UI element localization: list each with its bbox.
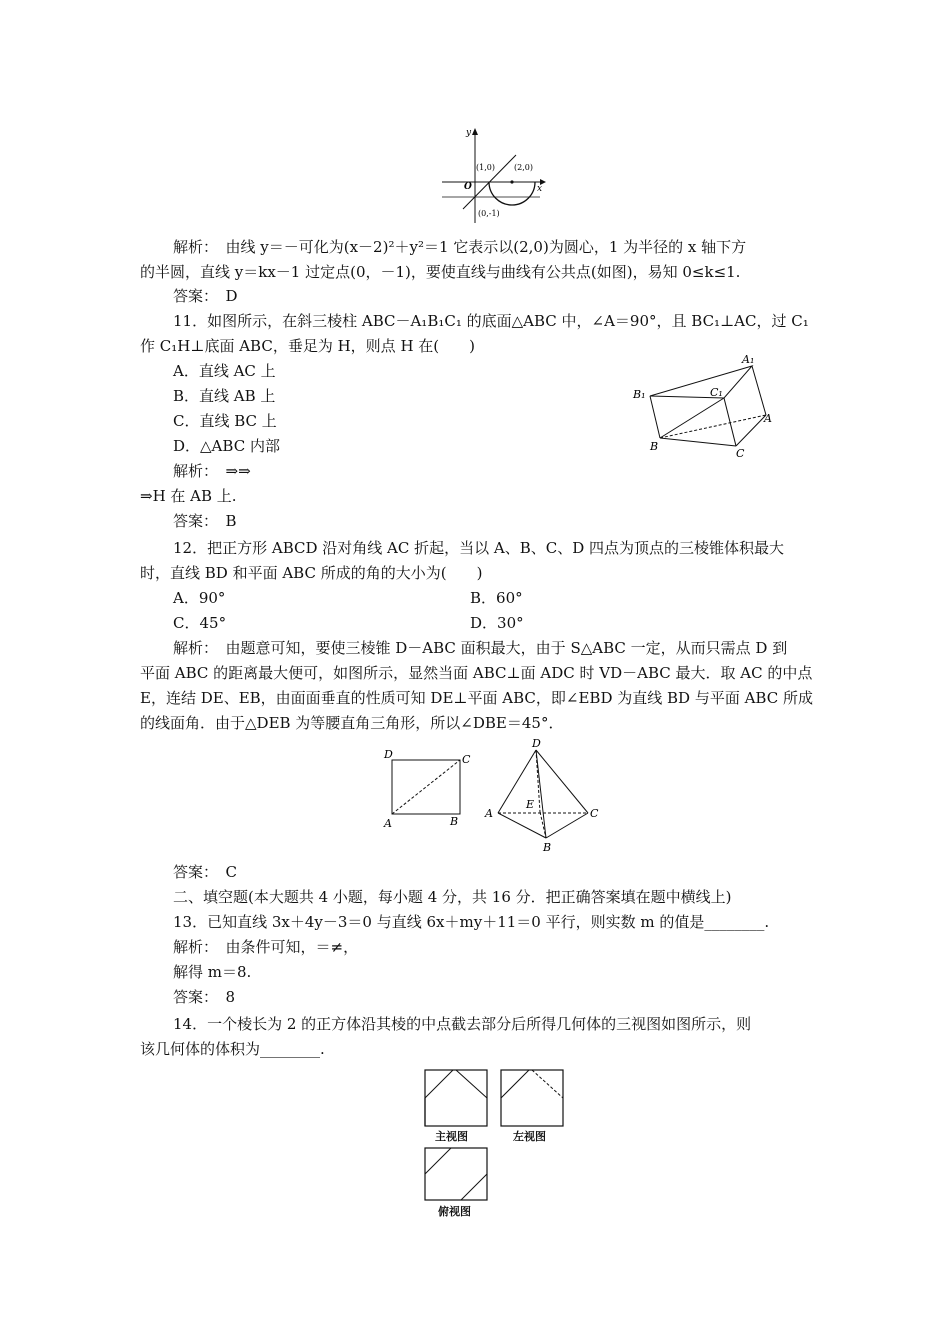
- q13-result: 解得 m＝8.: [173, 963, 252, 981]
- pyramid-label-c: C: [590, 807, 599, 820]
- top-view-caption: 俯视图: [438, 1205, 471, 1218]
- x-axis-label: x: [537, 184, 543, 194]
- prism-label-c1: C₁: [710, 386, 723, 399]
- q11-answer: 答案： B: [173, 512, 237, 530]
- prism-label-a1: A₁: [742, 353, 755, 366]
- point-1-0-label: (1,0): [476, 163, 495, 172]
- q13-stem: 13．已知直线 3x＋4y－3＝0 与直线 6x＋my＋11＝0 平行，则实数 m 的值是________.: [173, 913, 770, 931]
- curve-line-graph: [436, 125, 546, 225]
- q11-stem-line2: 作 C₁H⊥底面 ABC，垂足为 H，则点 H 在( ): [140, 337, 475, 355]
- q10-answer: 答案： D: [173, 287, 238, 305]
- point-0-neg1-label: (0,-1): [478, 209, 500, 218]
- pyramid-label-b: B: [543, 841, 552, 854]
- q11-option-b: B．直线 AB 上: [173, 387, 276, 405]
- q11-analysis-conclusion: ⇒H 在 AB 上.: [140, 487, 237, 505]
- q11-stem-line1: 11．如图所示，在斜三棱柱 ABC－A₁B₁C₁ 的底面△ABC 中，∠A＝90°，且 BC₁⊥AC，过 C₁: [173, 312, 809, 330]
- q12-option-c: C．45°: [173, 614, 227, 632]
- q11-option-a: A．直线 AC 上: [173, 362, 276, 380]
- q12-analysis-line3: E，连结 DE、EB，由面面垂直的性质可知 DE⊥平面 ABC，即∠EBD 为直线 BD 与平面 ABC 所成: [140, 689, 813, 707]
- pyramid-label-a: A: [485, 807, 493, 820]
- q14-stem-line2: 该几何体的体积为________.: [140, 1040, 325, 1058]
- pyramid-dabc-figure: [482, 738, 602, 856]
- q10-analysis-line2: 的半圆，直线 y＝kx－1 过定点(0，－1)，要使直线与曲线有公共点(如图)，易知 0≤k≤1.: [140, 263, 741, 281]
- q12-analysis-line4: 的线面角．由于△DEB 为等腰直角三角形，所以∠DBE＝45°．: [140, 714, 564, 732]
- oblique-prism-figure: [630, 350, 780, 462]
- point-2-0-label: (2,0): [514, 163, 533, 172]
- q13-answer: 答案： 8: [173, 988, 236, 1006]
- front-view-caption: 主视图: [435, 1130, 468, 1143]
- prism-label-b: B: [650, 440, 659, 453]
- q12-option-d: D．30°: [470, 614, 524, 632]
- q12-option-b: B．60°: [470, 589, 523, 607]
- q12-stem-line2: 时，直线 BD 和平面 ABC 所成的角的大小为( ): [140, 564, 483, 582]
- square-label-a: A: [384, 817, 392, 830]
- square-abcd-figure: [378, 745, 474, 835]
- square-label-d: D: [384, 748, 393, 761]
- origin-label: O: [464, 182, 472, 192]
- q14-stem-line1: 14．一个棱长为 2 的正方体沿其棱的中点截去部分后所得几何体的三视图如图所示，则: [173, 1015, 752, 1033]
- q11-option-c: C．直线 BC 上: [173, 412, 277, 430]
- q12-option-a: A．90°: [173, 589, 226, 607]
- prism-label-b1: B₁: [633, 388, 646, 401]
- square-label-c: C: [462, 753, 471, 766]
- pyramid-label-d: D: [532, 738, 541, 750]
- q12-analysis-line1: 解析： 由题意可知，要使三棱锥 D－ABC 面积最大，由于 S△ABC 一定，从而只需点 D 到: [173, 639, 788, 657]
- q12-stem-line1: 12．把正方形 ABCD 沿对角线 AC 折起，当以 A、B、C、D 四点为顶点的三棱锥体积最大: [173, 539, 785, 557]
- three-views-figure: [418, 1066, 578, 1221]
- q11-analysis: 解析： ⇒⇒: [173, 462, 251, 480]
- section-2-heading: 二、填空题(本大题共 4 小题，每小题 4 分，共 16 分．把正确答案填在题中横线上): [173, 888, 732, 906]
- q12-answer: 答案： C: [173, 863, 237, 881]
- prism-label-c: C: [736, 447, 745, 460]
- q10-analysis-line1: 解析： 由线 y＝－可化为(x－2)²＋y²＝1 它表示以(2,0)为圆心，1 为半径的 x 轴下方: [173, 238, 747, 256]
- q11-option-d: D．△ABC 内部: [173, 437, 280, 455]
- prism-label-a: A: [764, 412, 772, 425]
- q12-analysis-line2: 平面 ABC 的距离最大便可，如图所示，显然当面 ABC⊥面 ADC 时 VD－ABC 最大．取 AC 的中点: [140, 664, 813, 682]
- square-label-b: B: [450, 815, 459, 828]
- pyramid-label-e: E: [526, 798, 535, 811]
- q13-analysis: 解析： 由条件可知，＝≠，: [173, 938, 359, 956]
- y-axis-label: y: [466, 128, 472, 138]
- side-view-caption: 左视图: [513, 1130, 546, 1143]
